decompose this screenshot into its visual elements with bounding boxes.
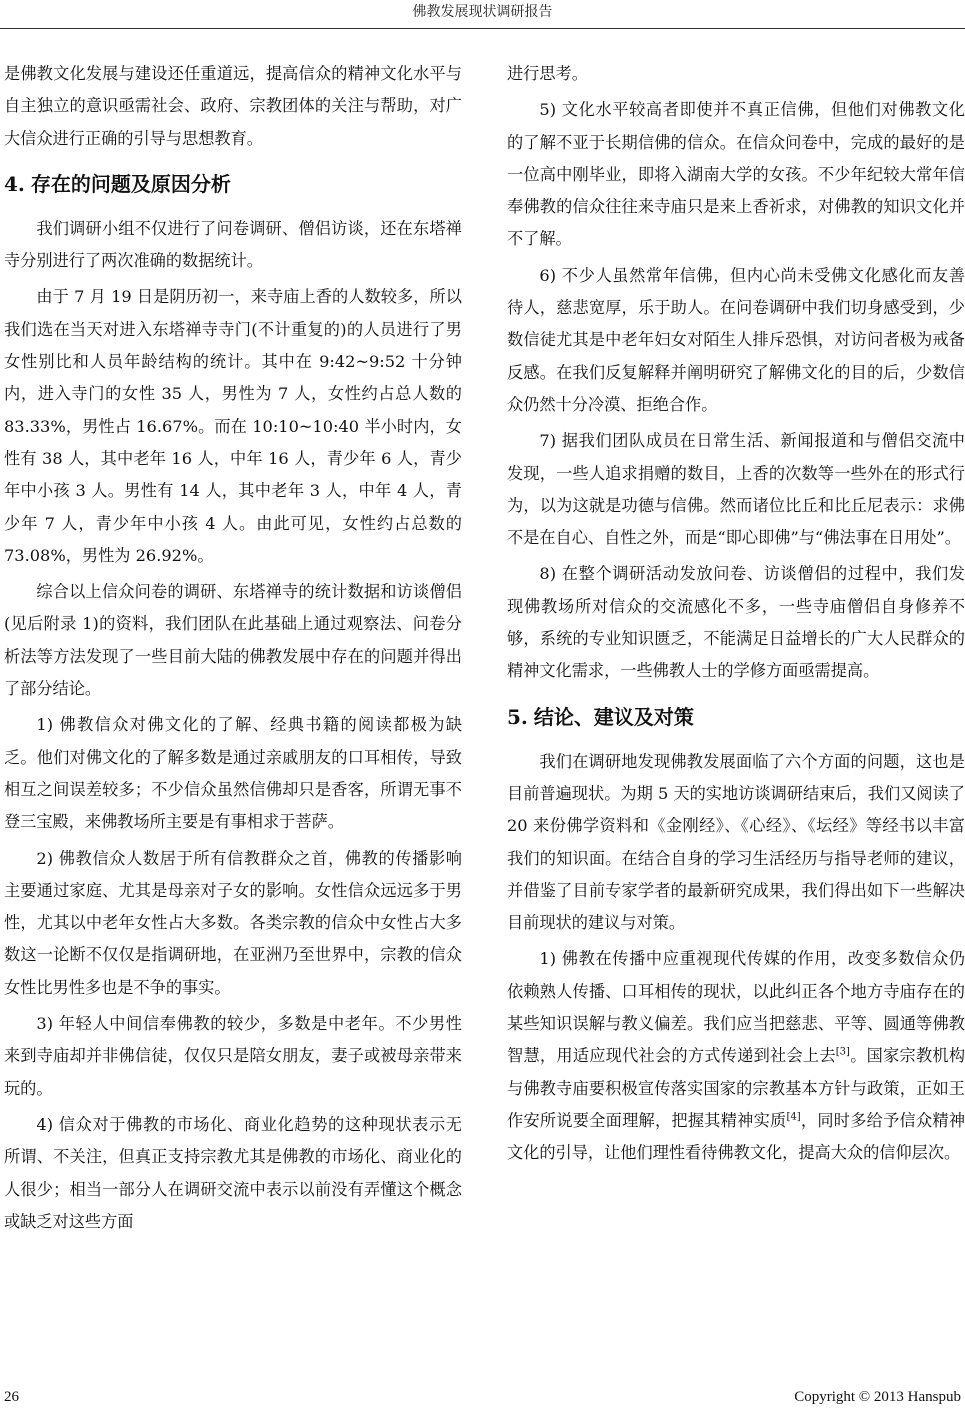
running-title: 佛教发展现状调研报告 (412, 4, 553, 20)
intro-paragraph: 我们调研小组不仅进行了问卷调研、僧侣访谈，还在东塔禅寺分别进行了两次准确的数据统计。 (4, 218, 462, 271)
statistics-paragraph: 由于 7 月 19 日是阴历初一，来寺庙上香的人数较多，所以我们选在当天对进入东塔禅寺寺门(不计重复的)的人员进行了男女性别比和人员年龄结构的统计。其中在 9:42~9:52 十分钟内，进入寺门的女性 35 人，男性为 7 人，女性约占总人数的 83.33%，男性占 16.67%。而在 10:10~10:40 半小时内，女性有 38 人，其中老年 16 人，中年 16 人，青少年 6 人，青少年中小孩 3 人。男性有 14 人，其中老年 3 人，中年 4 人，青少年 7 人，青少年中小孩 4 人。由此可见，女性约占总数的 73.08%，男性为 26.92%。 (4, 287, 462, 565)
recommendation-1-text-c: ，同时多给予信众精神文化的引导，让他们理性看待佛教文化，提高大众的信仰层次。 (507, 1110, 965, 1163)
problem-item-7: 7) 据我们团队成员在日常生活、新闻报道和与僧侣交流中发现，一些人追求捐赠的数目，上香的次数等一些外在的形式行为，以为这就是功德与信佛。然而诸位比丘和比丘尼表示：求佛不是在自心、自性之外，而是“即心即佛”与“佛法事在日用处”。 (507, 431, 965, 548)
problem-item-3: 3) 年轻人中间信奉佛教的较少，多数是中老年。不少男性来到寺庙却并非佛信徒，仅仅只是陪女朋友，妻子或被母亲带来玩的。 (4, 1014, 462, 1098)
section-5-title: 结论、建议及对策 (533, 704, 694, 729)
page-footer (0, 1384, 965, 1414)
right-column (507, 58, 965, 1174)
section-4-heading (4, 169, 462, 199)
problem-item-5: 5) 文化水平较高者即使并不真正信佛，但他们对佛教文化的了解不亚于长期信佛的信众。在信众问卷中，完成的最好的是一位高中刚毕业，即将入湖南大学的女孩。不少年纪较大常年信奉佛教的信众往往来寺庙只是来上香祈求，对佛教的知识文化并不了解。 (507, 100, 965, 249)
copyright-notice: Copyright © 2013 Hanspub (794, 1389, 961, 1405)
section-4-title: 存在的问题及原因分析 (30, 171, 231, 196)
recommendation-1-text-a: 1) 佛教在传播中应重视现代传媒的作用，改变多数信众仍依赖熟人传播、口耳相传的现状，以此纠正各个地方寺庙存在的某些知识误解与教义偏差。我们应当把慈悲、平等、圆通等佛教智慧，用适应现代社会的方式传递到社会上去 (507, 949, 965, 1066)
section-5-heading (507, 702, 965, 732)
left-column (4, 58, 462, 1242)
citation-3-link[interactable]: [3] (835, 1046, 850, 1058)
summary-paragraph: 综合以上信众问卷的调研、东塔禅寺的统计数据和访谈僧侣(见后附录 1)的资料，我们团队在此基础上通过观察法、问卷分析法等方法发现了一些目前大陆的佛教发展中存在的问题并得出了部分结论。 (4, 582, 462, 699)
conclusion-paragraph: 我们在调研地发现佛教发展面临了六个方面的问题，这也是目前普遍现状。为期 5 天的实地访谈调研结束后，我们又阅读了 20 来份佛学资料和《金刚经》、《心经》、《坛经》等经书以丰富我们的知识面。在结合自身的学习生活经历与指导老师的建议，并借鉴了目前专家学者的最新研究成果，我们得出如下一些解决目前现状的建议与对策。 (507, 751, 965, 933)
recommendation-item-1 (507, 943, 965, 1169)
running-header (0, 0, 965, 29)
continued-paragraph: 是佛教文化发展与建设还任重道远，提高信众的精神文化水平与自主独立的意识亟需社会、政府、宗教团体的关注与帮助，对广大信众进行正确的引导与思想教育。 (4, 64, 462, 148)
recommendation-1-text-b: 。国家宗教机构与佛教寺庙要积极宣传落实国家的宗教基本方针与政策，正如王作安所说要全面理解，把握其精神实质 (507, 1046, 965, 1130)
problem-item-1: 1) 佛教信众对佛文化的了解、经典书籍的阅读都极为缺乏。他们对佛文化的了解多数是通过亲戚朋友的口耳相传，导致相互之间误差较多；不少信众虽然信佛却只是香客，所谓无事不登三宝殿，来佛教场所主要是有事相求于菩萨。 (4, 715, 462, 832)
problem-item-4-end: 进行思考。 (507, 64, 588, 83)
problem-item-2: 2) 佛教信众人数居于所有信教群众之首，佛教的传播影响主要通过家庭、尤其是母亲对子女的影响。女性信众远远多于男性，尤其以中老年女性占大多数。各类宗教的信众中女性占大多数这一论断不仅仅是指调研地，在亚洲乃至世界中，宗教的信众女性比男性多也是不争的事实。 (4, 848, 462, 997)
section-4-number: 4. (4, 171, 25, 196)
problem-item-8: 8) 在整个调研活动发放问卷、访谈僧侣的过程中，我们发现佛教场所对信众的交流感化不多，一些寺庙僧侣自身修养不够，系统的专业知识匮乏，不能满足日益增长的广大人民群众的精神文化需求，一些佛教人士的学修方面亟需提高。 (507, 564, 965, 681)
page-number: 26 (4, 1389, 19, 1405)
problem-item-6: 6) 不少人虽然常年信佛，但内心尚未受佛文化感化而友善待人，慈悲宽厚，乐于助人。在问卷调研中我们切身感受到，少数信徒尤其是中老年妇女对陌生人排斥恐惧，对访问者极为戒备反感。在我们反复解释并阐明研究了解佛文化的目的后，少数信众仍然十分冷漠、拒绝合作。 (507, 265, 965, 414)
section-5-number: 5. (507, 704, 528, 729)
citation-4-link[interactable]: [4] (786, 1111, 801, 1123)
problem-item-4: 4) 信众对于佛教的市场化、商业化趋势的这种现状表示无所谓、不关注，但真正支持宗教尤其是佛教的市场化、商业化的人很少；相当一部分人在调研交流中表示以前没有弄懂这个概念或缺乏对这些方面 (4, 1114, 462, 1231)
